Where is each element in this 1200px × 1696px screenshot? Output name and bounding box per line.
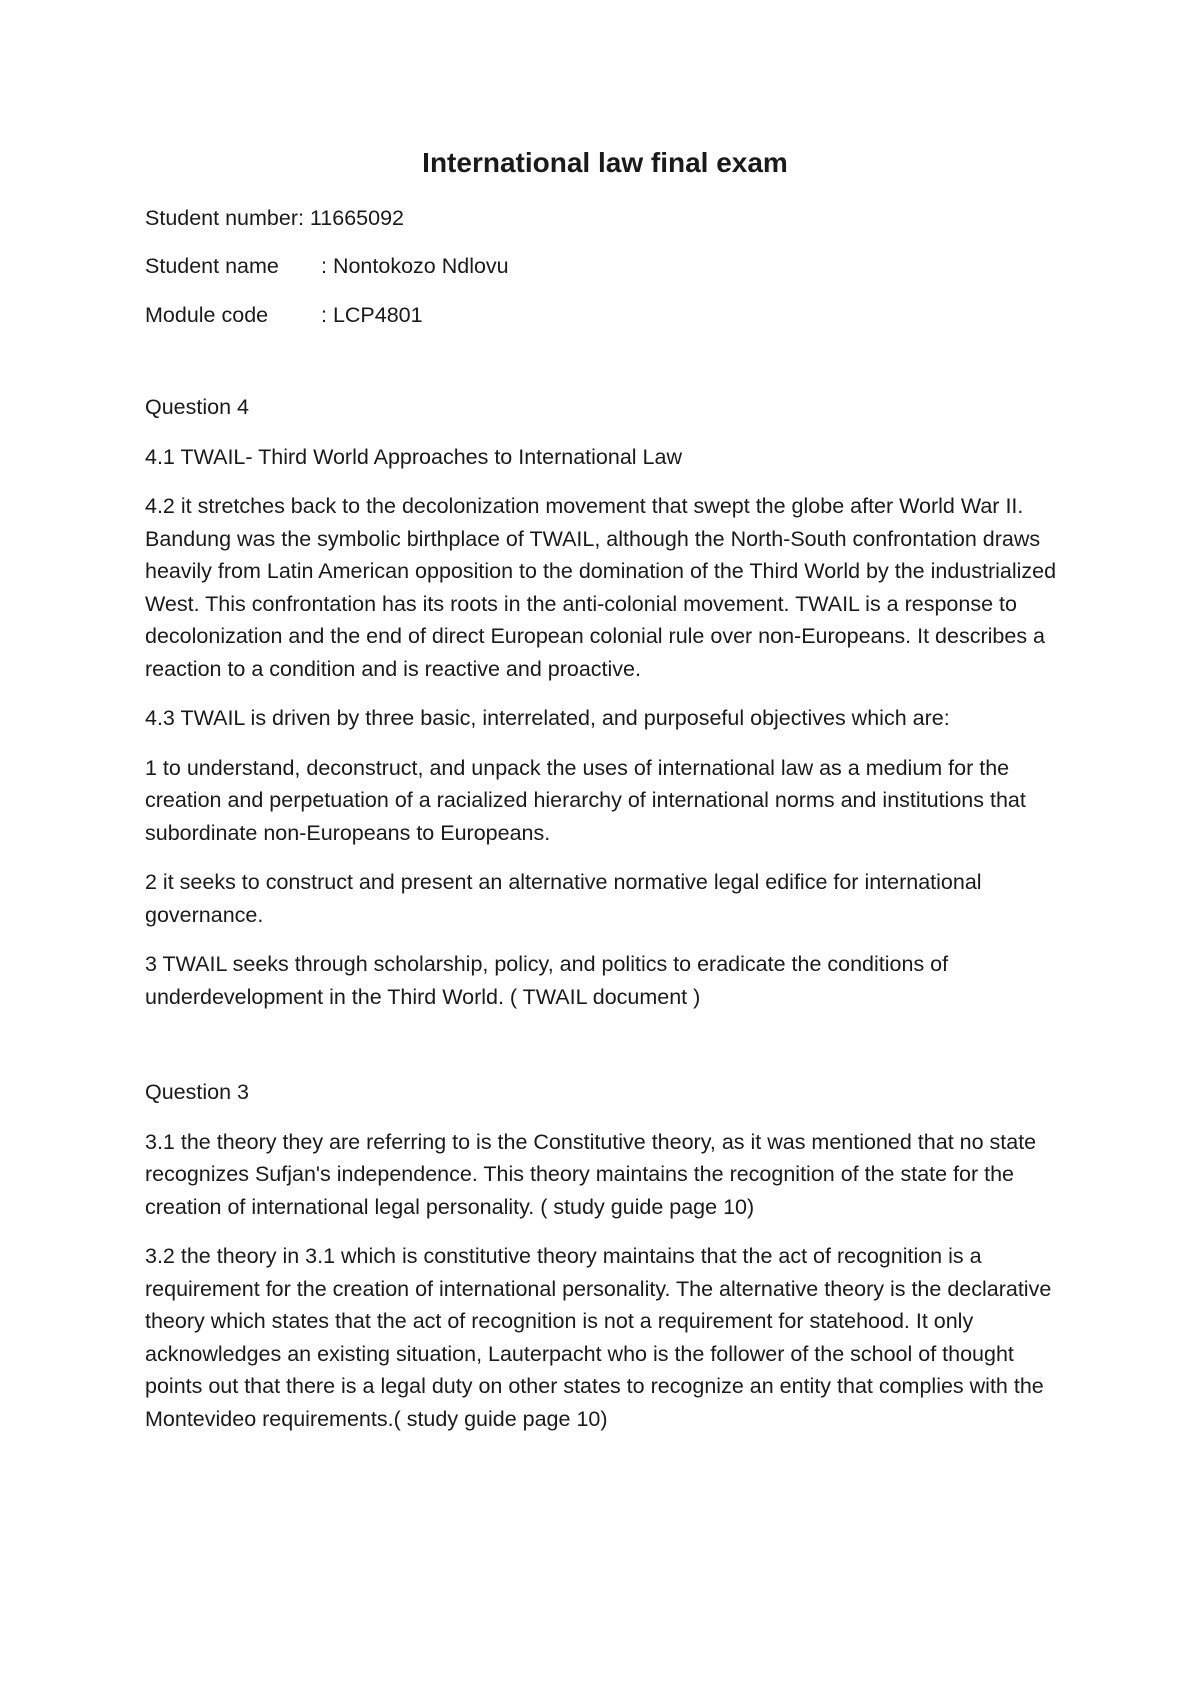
student-name-label: Student name xyxy=(145,254,279,279)
student-name-value: : Nontokozo Ndlovu xyxy=(321,254,509,279)
objective-3: 3 TWAIL seeks through scholarship, policy, and politics to eradicate the conditions of underdevelopment in the Third World. ( TWAIL document ) xyxy=(145,952,949,1009)
answer-3-2: 3.2 the theory in 3.1 which is constitutive theory maintains that the act of recognition is a requirement for the creation of international personality. The alternative theory is the declarative theory which states that the act of recognition is not a requirement for statehood. It only acknowledges an existing situation, Lauterpacht who is the follower of the school of thought points out that there is a legal duty on other states to recognize an entity that complies with the Montevideo requirements.( study guide page 10) xyxy=(145,1244,1052,1431)
question-3-heading: Question 3 xyxy=(145,1080,249,1105)
question-4-heading: Question 4 xyxy=(145,395,249,420)
module-code-row xyxy=(145,299,1065,332)
student-name-row xyxy=(145,250,1065,283)
spacer xyxy=(145,1030,1065,1076)
spacer xyxy=(145,347,1065,391)
module-code-label: Module code xyxy=(145,302,269,327)
answer-4-2: 4.2 it stretches back to the decolonization movement that swept the globe after World War II. Bandung was the symbolic birthplace of TWAIL, although the North-South confrontation draws heavily from Latin American opposition to the domination of the Third World by the industrialized West. This confrontation has its roots in the anti-colonial movement. TWAIL is a response to decolonization and the end of direct European colonial rule over non-Europeans. It describes a reaction to a condition and is reactive and proactive. xyxy=(145,494,1057,681)
student-number-line: Student number: 11665092 xyxy=(145,205,404,230)
answer-4-3: 4.3 TWAIL is driven by three basic, interrelated, and purposeful objectives which are: xyxy=(145,706,950,731)
document-title: International law final exam xyxy=(422,147,788,178)
objective-2: 2 it seeks to construct and present an alternative normative legal edifice for international governance. xyxy=(145,870,982,927)
document-page xyxy=(145,138,1065,1452)
objective-1: 1 to understand, deconstruct, and unpack the uses of international law as a medium for the creation and perpetuation of a racialized hierarchy of international norms and institutions that subordinate non-Europeans to Europeans. xyxy=(145,755,1026,845)
answer-4-1: 4.1 TWAIL- Third World Approaches to International Law xyxy=(145,444,682,469)
answer-3-1: 3.1 the theory they are referring to is the Constitutive theory, as it was mentioned that no state recognizes Sufjan's independence. This theory maintains the recognition of the state for the creation of international legal personality. ( study guide page 10) xyxy=(145,1129,1037,1219)
module-code-value: : LCP4801 xyxy=(321,302,423,327)
